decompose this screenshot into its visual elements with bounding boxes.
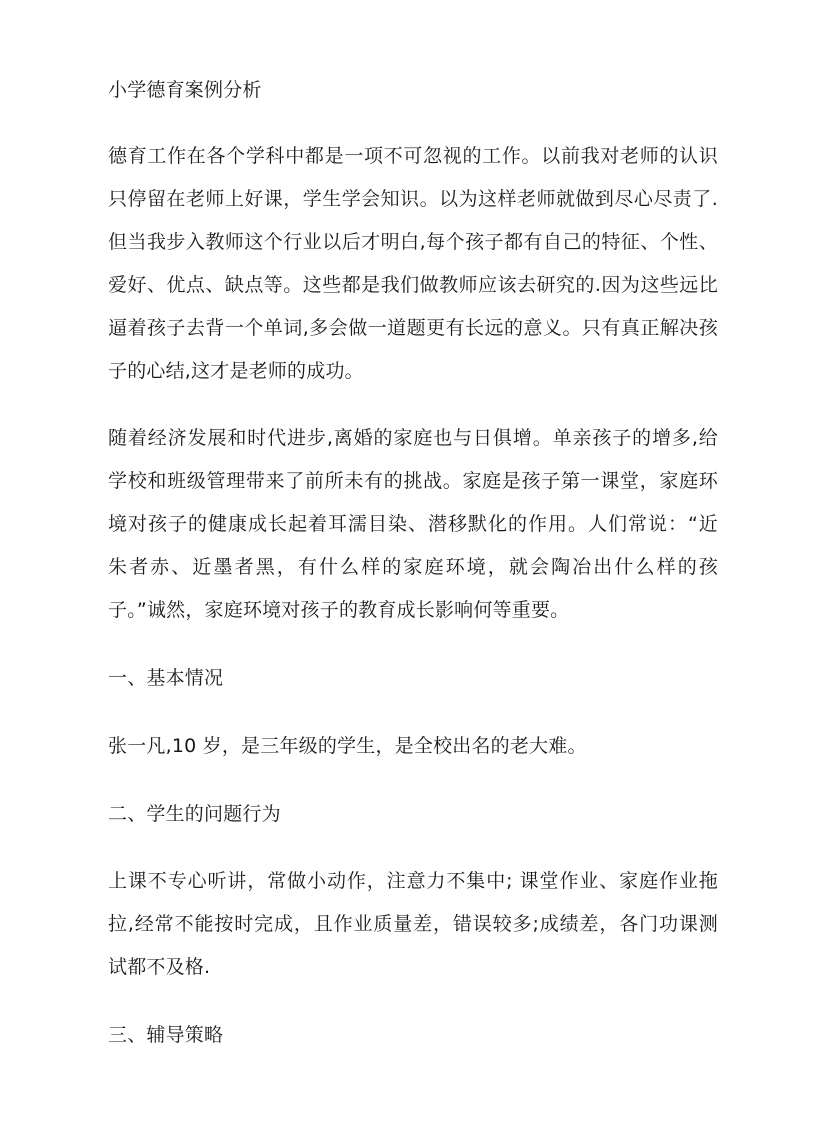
paragraph-line: 随着经济发展和时代进步,离婚的家庭也与日俱增。单亲孩子的增多,给 (108, 427, 718, 449)
paragraph-line: 拉,经常不能按时完成，且作业质量差，错误较多;成绩差，各门功课测 (108, 913, 718, 935)
document-title: 小学德育案例分析 (108, 79, 262, 101)
paragraph-line: 上课不专心听讲，常做小动作，注意力不集中; 课堂作业、家庭作业拖 (108, 870, 718, 892)
section-heading: 一、基本情况 (108, 667, 224, 689)
paragraph-line: 学校和班级管理带来了前所未有的挑战。家庭是孩子第一课堂，家庭环 (108, 470, 718, 492)
paragraph-line: 境对孩子的健康成长起着耳濡目染、潜移默化的作用。人们常说：“近 (108, 513, 718, 535)
paragraph-line: 爱好、优点、缺点等。这些都是我们做教师应该去研究的.因为这些远比 (108, 274, 718, 296)
paragraph-line: 子的心结,这才是老师的成功。 (108, 360, 364, 382)
paragraph-line: 逼着孩子去背一个单词,多会做一道题更有长远的意义。只有真正解决孩 (108, 317, 718, 339)
section-heading: 二、学生的问题行为 (108, 803, 281, 825)
paragraph-line: 只停留在老师上好课，学生学会知识。以为这样老师就做到尽心尽责了. (108, 188, 718, 210)
section-text: 张一凡,10 岁，是三年级的学生，是全校出名的老大难。 (108, 735, 587, 757)
paragraph-line: 德育工作在各个学科中都是一项不可忽视的工作。以前我对老师的认识 (108, 145, 718, 167)
paragraph-line: 试都不及格. (108, 956, 211, 978)
paragraph-line: 朱者赤、近墨者黑，有什么样的家庭环境，就会陶冶出什么样的孩 (108, 556, 718, 578)
section-heading: 三、辅导策略 (108, 1024, 224, 1046)
paragraph-line: 但当我步入教师这个行业以后才明白,每个孩子都有自己的特征、个性、 (108, 231, 718, 253)
paragraph-line: 子。”诚然，家庭环境对孩子的教育成长影响何等重要。 (108, 599, 570, 621)
